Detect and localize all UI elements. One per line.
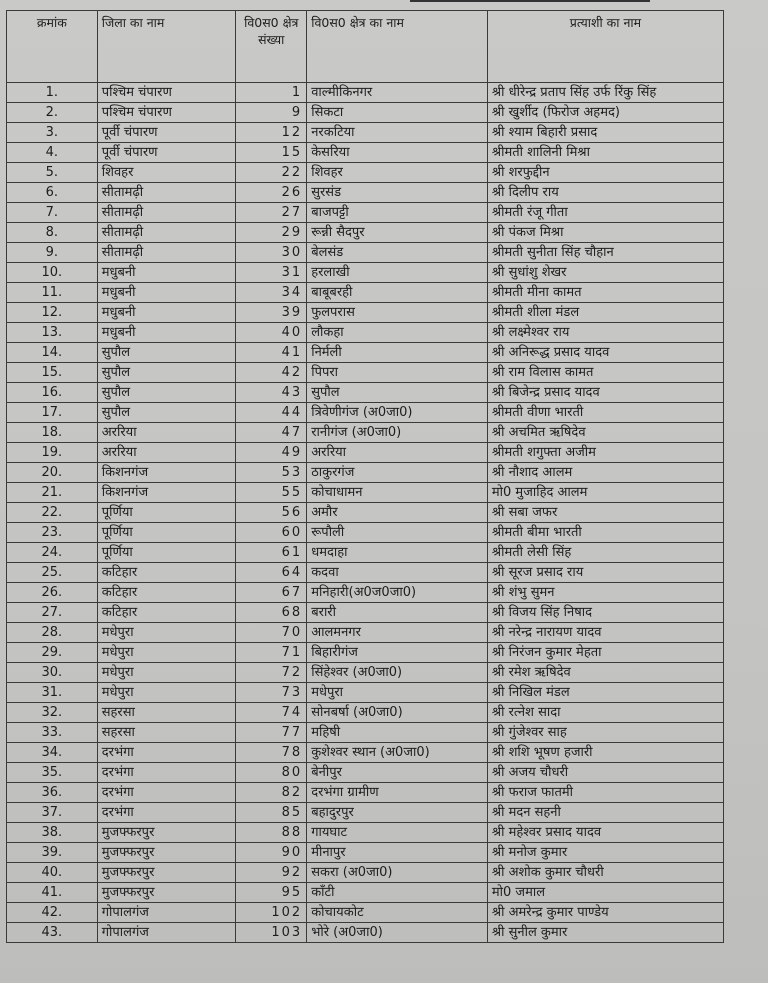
constituency-name-cell: पिपरा <box>307 363 488 383</box>
candidate-cell: श्री मदन सहनी <box>487 803 723 823</box>
district-cell: मुजफ्फरपुर <box>97 843 236 863</box>
candidate-cell: श्रीमती मीना कामत <box>487 283 723 303</box>
district-cell: सहरसा <box>97 703 236 723</box>
candidate-cell: श्री सूरज प्रसाद राय <box>487 563 723 583</box>
constituency-no-cell: 88 <box>236 823 307 843</box>
district-cell: मधुबनी <box>97 283 236 303</box>
constituency-no-cell: 61 <box>236 543 307 563</box>
candidate-cell: श्री सुनील कुमार <box>487 923 723 943</box>
constituency-no-cell: 103 <box>236 923 307 943</box>
constituency-name-cell: धमदाहा <box>307 543 488 563</box>
table-row <box>7 303 724 323</box>
district-cell: सहरसा <box>97 723 236 743</box>
table-row <box>7 883 724 903</box>
candidate-cell: श्री खुर्शीद (फिरोज अहमद) <box>487 103 723 123</box>
table-row <box>7 723 724 743</box>
serial-cell: 35. <box>7 763 98 783</box>
header-row <box>7 11 724 83</box>
candidate-cell: श्री लक्ष्मेश्वर राय <box>487 323 723 343</box>
district-cell: पूर्णिया <box>97 543 236 563</box>
constituency-name-cell: गायघाट <box>307 823 488 843</box>
candidate-table <box>6 10 724 943</box>
constituency-name-cell: बरारी <box>307 603 488 623</box>
table-row <box>7 163 724 183</box>
constituency-no-cell: 60 <box>236 523 307 543</box>
table-row <box>7 483 724 503</box>
district-cell: सुपौल <box>97 403 236 423</box>
table-row <box>7 443 724 463</box>
table-row <box>7 663 724 683</box>
constituency-no-cell: 72 <box>236 663 307 683</box>
constituency-name-cell: बहादुरपुर <box>307 803 488 823</box>
serial-cell: 24. <box>7 543 98 563</box>
serial-cell: 14. <box>7 343 98 363</box>
serial-cell: 21. <box>7 483 98 503</box>
district-cell: दरभंगा <box>97 743 236 763</box>
constituency-no-cell: 1 <box>236 83 307 103</box>
table-row <box>7 503 724 523</box>
district-cell: सीतामढ़ी <box>97 183 236 203</box>
district-cell: मधुबनी <box>97 323 236 343</box>
table-row <box>7 363 724 383</box>
district-cell: मधेपुरा <box>97 683 236 703</box>
table-row <box>7 83 724 103</box>
serial-cell: 38. <box>7 823 98 843</box>
serial-cell: 16. <box>7 383 98 403</box>
district-cell: सीतामढ़ी <box>97 243 236 263</box>
district-cell: किशनगंज <box>97 463 236 483</box>
candidate-cell: श्रीमती शालिनी मिश्रा <box>487 143 723 163</box>
table-row <box>7 123 724 143</box>
constituency-name-cell: मीनापुर <box>307 843 488 863</box>
serial-cell: 17. <box>7 403 98 423</box>
constituency-name-cell: ठाकुरगंज <box>307 463 488 483</box>
district-cell: गोपालगंज <box>97 903 236 923</box>
serial-cell: 41. <box>7 883 98 903</box>
serial-cell: 15. <box>7 363 98 383</box>
serial-cell: 6. <box>7 183 98 203</box>
district-cell: मधेपुरा <box>97 663 236 683</box>
constituency-name-cell: सकरा (अ0जा0) <box>307 863 488 883</box>
constituency-name-cell: कदवा <box>307 563 488 583</box>
constituency-name-cell: रून्नी सैदपुर <box>307 223 488 243</box>
candidate-cell: श्री नौशाद आलम <box>487 463 723 483</box>
table-row <box>7 643 724 663</box>
district-cell: मुजफ्फरपुर <box>97 823 236 843</box>
constituency-no-cell: 34 <box>236 283 307 303</box>
constituency-no-cell: 53 <box>236 463 307 483</box>
constituency-name-cell: बाजपट्टी <box>307 203 488 223</box>
district-cell: सुपौल <box>97 363 236 383</box>
serial-cell: 43. <box>7 923 98 943</box>
candidate-cell: श्री बिजेन्द्र प्रसाद यादव <box>487 383 723 403</box>
table-row <box>7 243 724 263</box>
table-row <box>7 263 724 283</box>
serial-cell: 42. <box>7 903 98 923</box>
district-cell: पूर्णिया <box>97 503 236 523</box>
constituency-name-cell: रानीगंज (अ0जा0) <box>307 423 488 443</box>
table-row <box>7 763 724 783</box>
candidate-cell: श्री निरंजन कुमार मेहता <box>487 643 723 663</box>
header-constituency-no: वि0स0 क्षेत्र संख्या <box>236 11 307 83</box>
table-row <box>7 183 724 203</box>
district-cell: सुपौल <box>97 343 236 363</box>
serial-cell: 20. <box>7 463 98 483</box>
constituency-no-cell: 41 <box>236 343 307 363</box>
header-district: जिला का नाम <box>97 11 236 83</box>
table-row <box>7 863 724 883</box>
constituency-name-cell: सोनबर्षा (अ0जा0) <box>307 703 488 723</box>
district-cell: पूर्वी चंपारण <box>97 123 236 143</box>
table-row <box>7 823 724 843</box>
constituency-no-cell: 102 <box>236 903 307 923</box>
constituency-name-cell: रूपौली <box>307 523 488 543</box>
serial-cell: 26. <box>7 583 98 603</box>
candidate-cell: श्री निखिल मंडल <box>487 683 723 703</box>
constituency-no-cell: 9 <box>236 103 307 123</box>
candidate-cell: श्री राम विलास कामत <box>487 363 723 383</box>
district-cell: शिवहर <box>97 163 236 183</box>
serial-cell: 22. <box>7 503 98 523</box>
constituency-no-cell: 78 <box>236 743 307 763</box>
district-cell: सुपौल <box>97 383 236 403</box>
constituency-no-cell: 68 <box>236 603 307 623</box>
top-rule <box>410 0 650 2</box>
table-row <box>7 743 724 763</box>
candidate-cell: श्रीमती लेसी सिंह <box>487 543 723 563</box>
table-row <box>7 703 724 723</box>
table-row <box>7 523 724 543</box>
district-cell: सीतामढ़ी <box>97 203 236 223</box>
district-cell: मधेपुरा <box>97 643 236 663</box>
candidate-cell: श्री अचमित ऋषिदेव <box>487 423 723 443</box>
constituency-no-cell: 43 <box>236 383 307 403</box>
constituency-name-cell: शिवहर <box>307 163 488 183</box>
district-cell: अररिया <box>97 443 236 463</box>
table-row <box>7 563 724 583</box>
constituency-name-cell: महिषी <box>307 723 488 743</box>
constituency-no-cell: 92 <box>236 863 307 883</box>
district-cell: मुजफ्फरपुर <box>97 863 236 883</box>
header-constituency-name: वि0स0 क्षेत्र का नाम <box>307 11 488 83</box>
constituency-no-cell: 40 <box>236 323 307 343</box>
district-cell: गोपालगंज <box>97 923 236 943</box>
serial-cell: 4. <box>7 143 98 163</box>
constituency-no-cell: 15 <box>236 143 307 163</box>
serial-cell: 11. <box>7 283 98 303</box>
constituency-no-cell: 55 <box>236 483 307 503</box>
constituency-name-cell: वाल्मीकिनगर <box>307 83 488 103</box>
constituency-name-cell: बेलसंड <box>307 243 488 263</box>
district-cell: कटिहार <box>97 583 236 603</box>
candidate-cell: श्रीमती शगुफ्ता अजीम <box>487 443 723 463</box>
serial-cell: 5. <box>7 163 98 183</box>
constituency-no-cell: 77 <box>236 723 307 743</box>
constituency-name-cell: सुरसंड <box>307 183 488 203</box>
serial-cell: 39. <box>7 843 98 863</box>
constituency-no-cell: 71 <box>236 643 307 663</box>
candidate-cell: श्री शंभु सुमन <box>487 583 723 603</box>
constituency-name-cell: बेनीपुर <box>307 763 488 783</box>
table-row <box>7 403 724 423</box>
candidate-cell: श्री अजय चौधरी <box>487 763 723 783</box>
constituency-name-cell: आलमनगर <box>307 623 488 643</box>
district-cell: पूर्वी चंपारण <box>97 143 236 163</box>
table-row <box>7 623 724 643</box>
district-cell: कटिहार <box>97 563 236 583</box>
serial-cell: 28. <box>7 623 98 643</box>
candidate-cell: श्री गुंजेश्वर साह <box>487 723 723 743</box>
table-row <box>7 843 724 863</box>
district-cell: मधुबनी <box>97 303 236 323</box>
candidate-cell: श्री शशि भूषण हजारी <box>487 743 723 763</box>
serial-cell: 31. <box>7 683 98 703</box>
header-candidate: प्रत्याशी का नाम <box>487 11 723 83</box>
table-row <box>7 583 724 603</box>
table-row <box>7 323 724 343</box>
table-row <box>7 803 724 823</box>
candidate-cell: श्री अमरेन्द्र कुमार पाण्डेय <box>487 903 723 923</box>
candidate-cell: श्रीमती वीणा भारती <box>487 403 723 423</box>
candidate-cell: श्रीमती रंजू गीता <box>487 203 723 223</box>
candidate-cell: मो0 जमाल <box>487 883 723 903</box>
table-row <box>7 463 724 483</box>
constituency-no-cell: 70 <box>236 623 307 643</box>
constituency-no-cell: 22 <box>236 163 307 183</box>
candidate-cell: श्री सुधांशु शेखर <box>487 263 723 283</box>
district-cell: दरभंगा <box>97 763 236 783</box>
candidate-cell: श्री अशोक कुमार चौधरी <box>487 863 723 883</box>
serial-cell: 2. <box>7 103 98 123</box>
district-cell: अररिया <box>97 423 236 443</box>
table-row <box>7 783 724 803</box>
constituency-name-cell: दरभंगा ग्रामीण <box>307 783 488 803</box>
serial-cell: 25. <box>7 563 98 583</box>
constituency-no-cell: 42 <box>236 363 307 383</box>
constituency-name-cell: बिहारीगंज <box>307 643 488 663</box>
constituency-name-cell: अररिया <box>307 443 488 463</box>
candidate-cell: श्री रमेश ऋषिदेव <box>487 663 723 683</box>
constituency-no-cell: 90 <box>236 843 307 863</box>
constituency-no-cell: 67 <box>236 583 307 603</box>
candidate-cell: श्रीमती सुनीता सिंह चौहान <box>487 243 723 263</box>
district-cell: कटिहार <box>97 603 236 623</box>
candidate-cell: श्री मनोज कुमार <box>487 843 723 863</box>
constituency-name-cell: त्रिवेणीगंज (अ0जा0) <box>307 403 488 423</box>
constituency-name-cell: सुपौल <box>307 383 488 403</box>
table-row <box>7 543 724 563</box>
constituency-name-cell: बाबूबरही <box>307 283 488 303</box>
candidate-cell: श्रीमती बीमा भारती <box>487 523 723 543</box>
table-row <box>7 923 724 943</box>
candidate-cell: श्री नरेन्द्र नारायण यादव <box>487 623 723 643</box>
table-row <box>7 283 724 303</box>
serial-cell: 30. <box>7 663 98 683</box>
candidate-cell: श्री श्याम बिहारी प्रसाद <box>487 123 723 143</box>
table-row <box>7 203 724 223</box>
constituency-no-cell: 39 <box>236 303 307 323</box>
constituency-no-cell: 85 <box>236 803 307 823</box>
district-cell: मुजफ्फरपुर <box>97 883 236 903</box>
constituency-name-cell: केसरिया <box>307 143 488 163</box>
serial-cell: 18. <box>7 423 98 443</box>
constituency-no-cell: 29 <box>236 223 307 243</box>
constituency-no-cell: 56 <box>236 503 307 523</box>
serial-cell: 9. <box>7 243 98 263</box>
serial-cell: 13. <box>7 323 98 343</box>
constituency-name-cell: भोरे (अ0जा0) <box>307 923 488 943</box>
candidate-cell: श्रीमती शीला मंडल <box>487 303 723 323</box>
constituency-no-cell: 73 <box>236 683 307 703</box>
serial-cell: 7. <box>7 203 98 223</box>
serial-cell: 33. <box>7 723 98 743</box>
table-row <box>7 383 724 403</box>
constituency-name-cell: नरकटिया <box>307 123 488 143</box>
constituency-no-cell: 64 <box>236 563 307 583</box>
constituency-name-cell: कोचायकोट <box>307 903 488 923</box>
serial-cell: 34. <box>7 743 98 763</box>
constituency-name-cell: हरलाखी <box>307 263 488 283</box>
serial-cell: 37. <box>7 803 98 823</box>
serial-cell: 27. <box>7 603 98 623</box>
constituency-name-cell: मनिहारी(अ0ज0जा0) <box>307 583 488 603</box>
candidate-cell: श्री अनिरूद्ध प्रसाद यादव <box>487 343 723 363</box>
table-row <box>7 103 724 123</box>
district-cell: पश्चिम चंपारण <box>97 103 236 123</box>
constituency-no-cell: 30 <box>236 243 307 263</box>
candidate-cell: श्री दिलीप राय <box>487 183 723 203</box>
serial-cell: 19. <box>7 443 98 463</box>
candidate-cell: श्री पंकज मिश्रा <box>487 223 723 243</box>
constituency-name-cell: सिंहेश्वर (अ0जा0) <box>307 663 488 683</box>
constituency-name-cell: लौकहा <box>307 323 488 343</box>
constituency-no-cell: 27 <box>236 203 307 223</box>
constituency-no-cell: 80 <box>236 763 307 783</box>
constituency-name-cell: मधेपुरा <box>307 683 488 703</box>
constituency-no-cell: 26 <box>236 183 307 203</box>
serial-cell: 8. <box>7 223 98 243</box>
header-serial: क्रमांक <box>7 11 98 83</box>
district-cell: किशनगंज <box>97 483 236 503</box>
table-row <box>7 903 724 923</box>
constituency-name-cell: कोचाधामन <box>307 483 488 503</box>
candidate-cell: श्री विजय सिंह निषाद <box>487 603 723 623</box>
constituency-name-cell: निर्मली <box>307 343 488 363</box>
constituency-name-cell: काँटी <box>307 883 488 903</box>
district-cell: दरभंगा <box>97 783 236 803</box>
candidate-cell: श्री रत्नेश सादा <box>487 703 723 723</box>
serial-cell: 23. <box>7 523 98 543</box>
candidate-cell: श्री महेश्वर प्रसाद यादव <box>487 823 723 843</box>
table-row <box>7 683 724 703</box>
table-row <box>7 223 724 243</box>
constituency-no-cell: 49 <box>236 443 307 463</box>
district-cell: मधुबनी <box>97 263 236 283</box>
serial-cell: 36. <box>7 783 98 803</box>
serial-cell: 29. <box>7 643 98 663</box>
constituency-no-cell: 12 <box>236 123 307 143</box>
constituency-name-cell: अमौर <box>307 503 488 523</box>
constituency-no-cell: 47 <box>236 423 307 443</box>
serial-cell: 10. <box>7 263 98 283</box>
district-cell: पश्चिम चंपारण <box>97 83 236 103</box>
table-row <box>7 343 724 363</box>
district-cell: पूर्णिया <box>97 523 236 543</box>
constituency-no-cell: 82 <box>236 783 307 803</box>
serial-cell: 32. <box>7 703 98 723</box>
constituency-no-cell: 95 <box>236 883 307 903</box>
table-row <box>7 423 724 443</box>
candidate-cell: श्री धीरेन्द्र प्रताप सिंह उर्फ रिंकु सिंह <box>487 83 723 103</box>
table-row <box>7 603 724 623</box>
table-row <box>7 143 724 163</box>
district-cell: दरभंगा <box>97 803 236 823</box>
candidate-cell: श्री फराज फातमी <box>487 783 723 803</box>
candidate-cell: श्री सबा जफर <box>487 503 723 523</box>
constituency-name-cell: कुशेश्वर स्थान (अ0जा0) <box>307 743 488 763</box>
district-cell: सीतामढ़ी <box>97 223 236 243</box>
district-cell: मधेपुरा <box>97 623 236 643</box>
serial-cell: 12. <box>7 303 98 323</box>
candidate-cell: मो0 मुजाहिद आलम <box>487 483 723 503</box>
serial-cell: 3. <box>7 123 98 143</box>
serial-cell: 40. <box>7 863 98 883</box>
serial-cell: 1. <box>7 83 98 103</box>
candidate-cell: श्री शरफुद्दीन <box>487 163 723 183</box>
constituency-no-cell: 31 <box>236 263 307 283</box>
constituency-name-cell: फुलपरास <box>307 303 488 323</box>
constituency-name-cell: सिकटा <box>307 103 488 123</box>
constituency-no-cell: 74 <box>236 703 307 723</box>
constituency-no-cell: 44 <box>236 403 307 423</box>
